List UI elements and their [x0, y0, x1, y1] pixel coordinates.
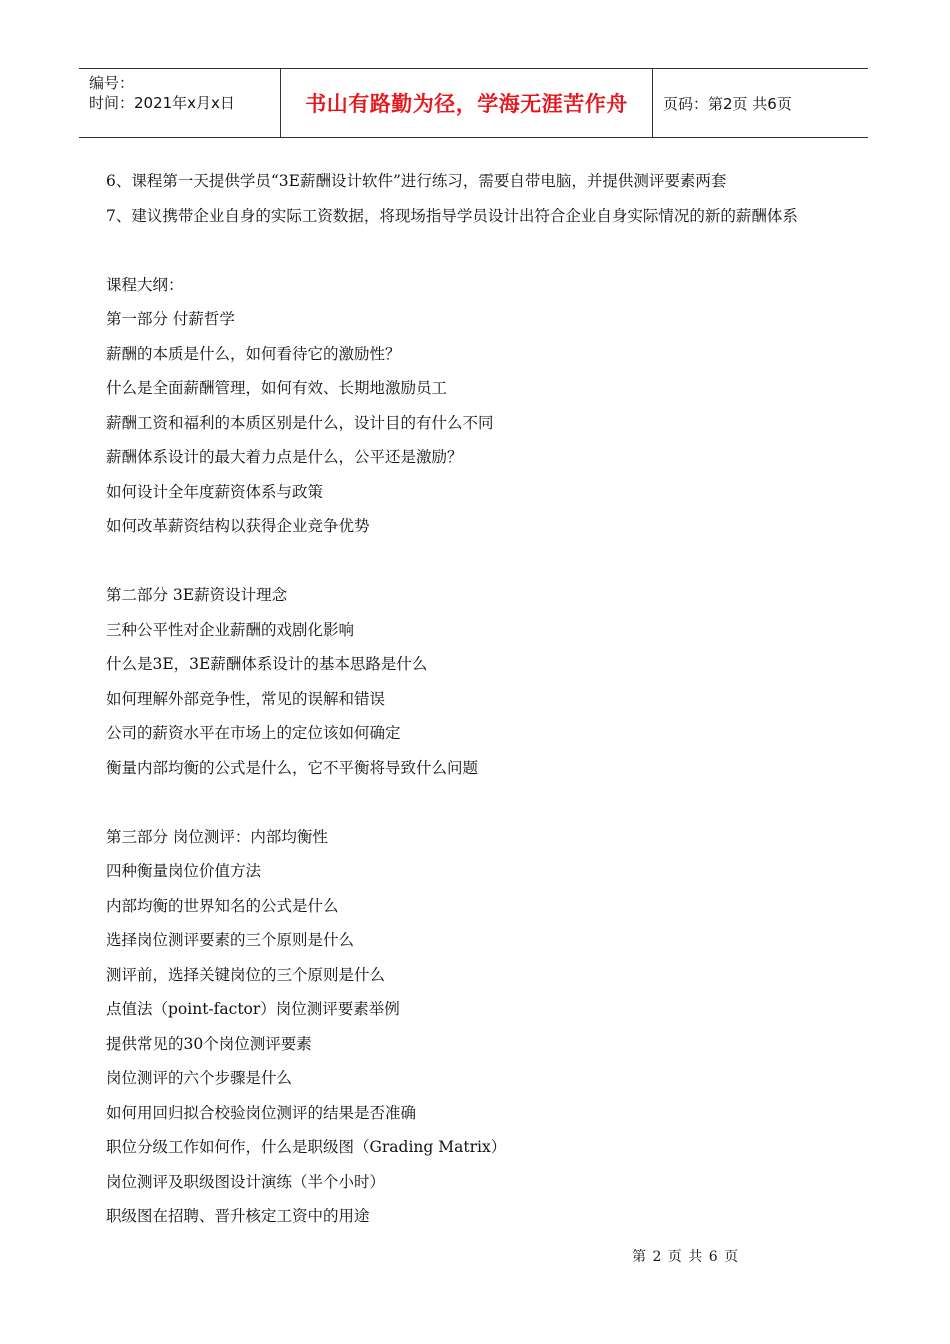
note-item: 6、课程第一天提供学员“3E薪酬设计软件”进行练习，需要自带电脑，并提供测评要素两套	[106, 172, 727, 190]
note-item: 7、建议携带企业自身的实际工资数据，将现场指导学员设计出符合企业自身实际情况的新的薪酬体系	[106, 206, 798, 225]
header-meta	[79, 69, 280, 137]
document-date: 时间：2021年x月x日	[89, 94, 235, 112]
list-item: 职级图在招聘、晋升核定工资中的用途	[106, 1207, 370, 1225]
section-title: 第二部分 3E薪资设计理念	[106, 586, 288, 604]
list-item: 岗位测评的六个步骤是什么	[106, 1069, 293, 1087]
list-item: 岗位测评及职级图设计演练（半个小时）	[106, 1172, 386, 1191]
list-item: 薪酬体系设计的最大着力点是什么，公平还是激励？	[106, 448, 463, 466]
header-page-number: 页码：第2页 共6页	[663, 94, 792, 113]
list-item: 点值法（point-factor）岗位测评要素举例	[106, 1000, 400, 1018]
header-motto: 书山有路勤为径，学海无涯苦作舟	[305, 92, 628, 116]
list-item: 如何设计全年度薪资体系与政策	[106, 482, 324, 501]
list-item: 四种衡量岗位价值方法	[106, 862, 262, 880]
list-item: 如何用回归拟合校验岗位测评的结果是否准确	[106, 1103, 417, 1122]
list-item: 测评前，选择关键岗位的三个原则是什么	[106, 965, 386, 984]
list-item: 提供常见的30个岗位测评要素	[106, 1034, 312, 1053]
list-item: 衡量内部均衡的公式是什么，它不平衡将导致什么问题	[106, 758, 479, 777]
header-page-cell	[653, 69, 868, 137]
list-item: 如何改革薪资结构以获得企业竞争优势	[106, 517, 370, 535]
list-item: 三种公平性对企业薪酬的戏剧化影响	[106, 620, 355, 639]
section-1	[106, 304, 866, 546]
page-header	[79, 68, 868, 138]
list-item: 内部均衡的世界知名的公式是什么	[106, 896, 339, 915]
list-item: 公司的薪资水平在市场上的定位该如何确定	[106, 724, 401, 742]
list-item: 薪酬工资和福利的本质区别是什么，设计目的有什么不同	[106, 413, 494, 432]
section-title: 第三部分 岗位测评：内部均衡性	[106, 827, 328, 846]
page-footer: 第 2 页 共 6 页	[632, 1249, 740, 1265]
document-body	[106, 166, 866, 1236]
section-3	[106, 822, 866, 1236]
list-item: 职位分级工作如何作，什么是职级图（Grading Matrix）	[106, 1138, 507, 1156]
list-item: 什么是3E，3E薪酬体系设计的基本思路是什么	[106, 655, 428, 673]
list-item: 如何理解外部竞争性，常见的误解和错误	[106, 689, 386, 708]
list-item: 什么是全面薪酬管理，如何有效、长期地激励员工	[106, 379, 448, 397]
section-2	[106, 580, 866, 787]
list-item: 薪酬的本质是什么，如何看待它的激励性？	[106, 344, 401, 363]
document-number-label: 编号：	[89, 74, 135, 92]
outline-title: 课程大纲：	[106, 275, 184, 294]
list-item: 选择岗位测评要素的三个原则是什么	[106, 931, 355, 949]
header-motto-cell	[280, 69, 653, 137]
section-title: 第一部分 付薪哲学	[106, 310, 235, 328]
